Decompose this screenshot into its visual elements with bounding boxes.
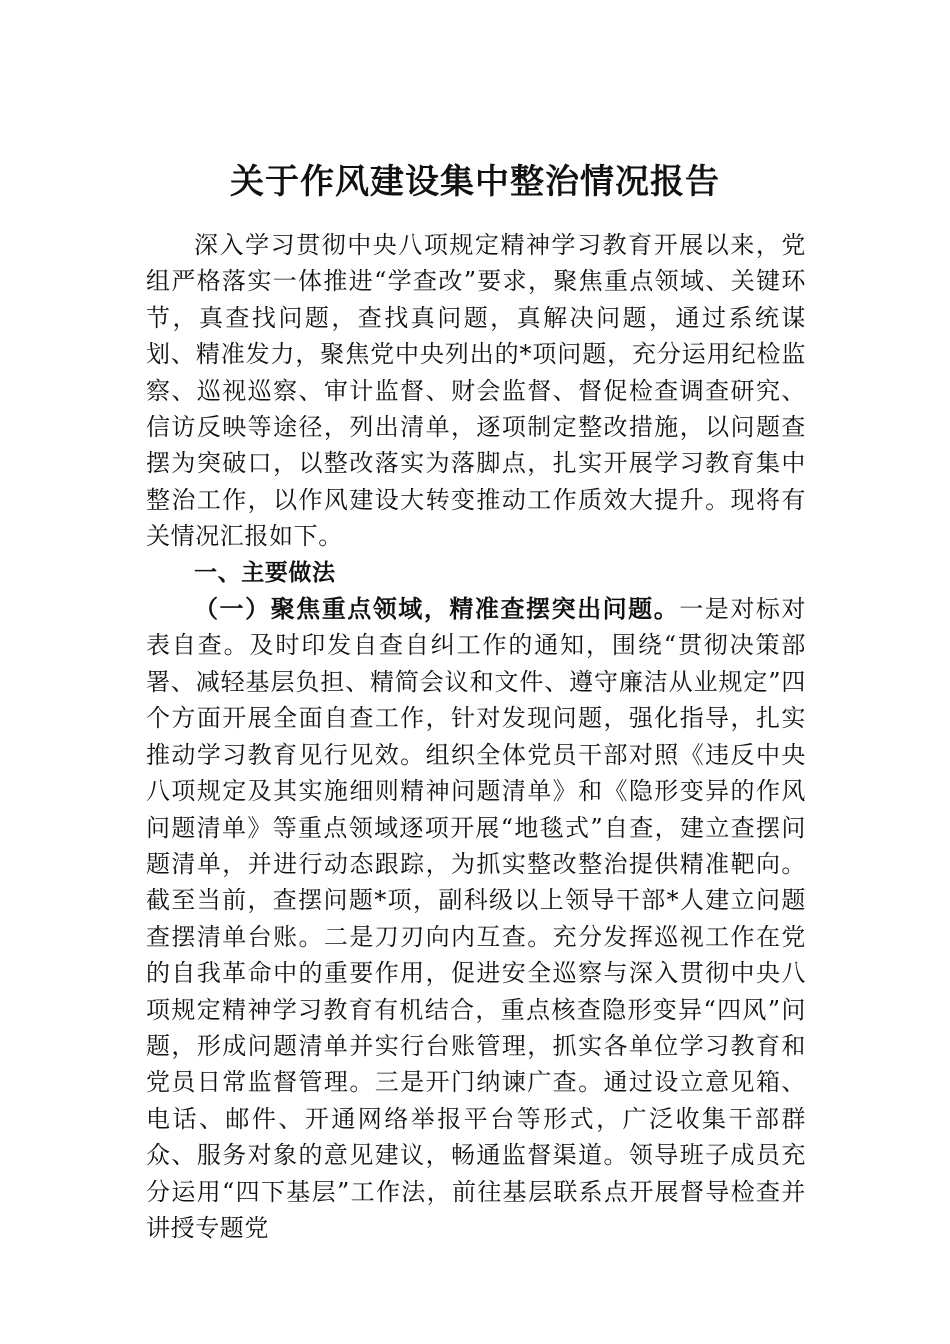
intro-paragraph: 深入学习贯彻中央八项规定精神学习教育开展以来，党组严格落实一体推进“学查改”要求，聚焦重点领域、关键环节，真查找问题，查找真问题，真解决问题，通过系统谋划、精准发力，聚焦党中央列出的*项问题，充分运用纪检监察、巡视巡察、审计监督、财会监督、督促检查调查研究、信访反映等途径，列出清单，逐项制定整改措施，以问题查摆为突破口，以整改落实为落脚点，扎实开展学习教育集中整治工作，以作风建设大转变推动工作质效大提升。现将有关情况汇报如下。 [146,231,806,551]
document-title: 关于作风建设集中整治情况报告 [230,162,720,202]
subsection-title-1: （一）聚焦重点领域，精准查摆突出问题。 [194,594,680,624]
document-body [146,227,806,1246]
subsection-paragraph-1 [146,591,806,1246]
subsection-text-1: 一是对标对表自查。及时印发自查自纠工作的通知，围绕“贯彻决策部署、减轻基层负担、精简会议和文件、遵守廉洁从业规定”四个方面开展全面自查工作，针对发现问题，强化指导，扎实推动学习教育见行见效。组织全体党员干部对照《违反中央八项规定及其实施细则精神问题清单》和《隐形变异的作风问题清单》等重点领域逐项开展“地毯式”自查，建立查摆问题清单，并进行动态跟踪，为抓实整改整治提供精准靶向。截至当前，查摆问题*项，副科级以上领导干部*人建立问题查摆清单台账。二是刀刃向内互查。充分发挥巡视工作在党的自我革命中的重要作用，促进安全巡察与深入贯彻中央八项规定精神学习教育有机结合，重点核查隐形变异“四风”问题，形成问题清单并实行台账管理，抓实各单位学习教育和党员日常监督管理。三是开门纳谏广查。通过设立意见箱、电话、邮件、开通网络举报平台等形式，广泛收集干部群众、服务对象的意见建议，畅通监督渠道。领导班子成员充分运用“四下基层”工作法，前往基层联系点开展督导检查并讲授专题党 [146,595,807,1242]
section-heading-main-practices: 一、主要做法 [194,559,336,586]
